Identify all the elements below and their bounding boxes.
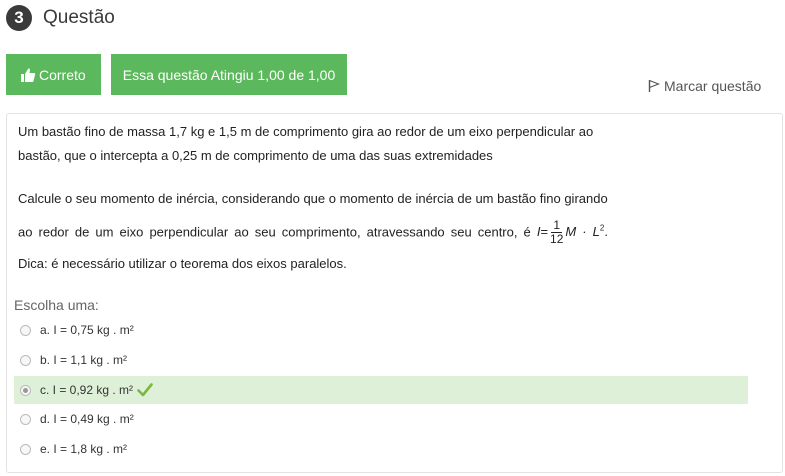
option-e-label: e. I = 1,8 kg . m²: [40, 442, 128, 456]
grade-label: Essa questão Atingiu 1,00 de 1,00: [122, 66, 336, 83]
option-c-label: c. I = 0,92 kg . m²: [40, 383, 134, 397]
question-paragraph-2b-text: ao redor de um eixo perpendicular ao seu comprimento, atravessando seu centro, é: [18, 224, 531, 240]
grade-badge: [111, 54, 347, 95]
question-paragraph-1: Um bastão fino de massa 1,7 kg e 1,5 m de comprimento gira ao redor de um eixo perpendicular ao bastão, que o intercepta a 0,25 m de comprimento de uma das suas extremidades: [18, 124, 594, 163]
flag-question-link[interactable]: [648, 78, 761, 94]
flag-label: Marcar questão: [664, 78, 762, 94]
choose-prompt: Escolha uma:: [14, 297, 99, 313]
radio-d[interactable]: [20, 414, 31, 425]
question-header: [6, 4, 115, 32]
option-c[interactable]: [14, 376, 748, 404]
correct-status-badge: [6, 54, 101, 95]
tip-text: Dica: é necessário utilizar o teorema dos eixos paralelos.: [18, 256, 347, 272]
radio-a[interactable]: [20, 325, 31, 336]
option-a[interactable]: [14, 316, 748, 344]
radio-e[interactable]: [20, 444, 31, 455]
correct-label: Correto: [39, 66, 86, 83]
question-number-badge: 3: [6, 5, 32, 31]
option-d[interactable]: [14, 405, 748, 433]
option-d-label: d. I = 0,49 kg . m²: [40, 412, 134, 426]
question-title: Questão: [43, 7, 115, 28]
correct-check-icon: [137, 383, 153, 397]
radio-c[interactable]: [20, 385, 31, 396]
option-b[interactable]: [14, 346, 748, 374]
inertia-formula: I= $\frac{1}{12}$ $M \cdot L^2$.: [536, 218, 608, 247]
option-b-label: b. I = 1,1 kg . m²: [40, 353, 128, 367]
flag-icon: [648, 79, 660, 93]
question-paragraph-2a: Calcule o seu momento de inércia, considerando que o momento de inércia de um bastão fino girando: [18, 191, 608, 206]
thumbs-up-icon: [20, 67, 36, 83]
option-a-label: a. I = 0,75 kg . m²: [40, 323, 134, 337]
question-paragraph-2b: [18, 217, 608, 246]
radio-b[interactable]: [20, 355, 31, 366]
question-text: [18, 120, 608, 276]
option-e[interactable]: [14, 435, 748, 463]
